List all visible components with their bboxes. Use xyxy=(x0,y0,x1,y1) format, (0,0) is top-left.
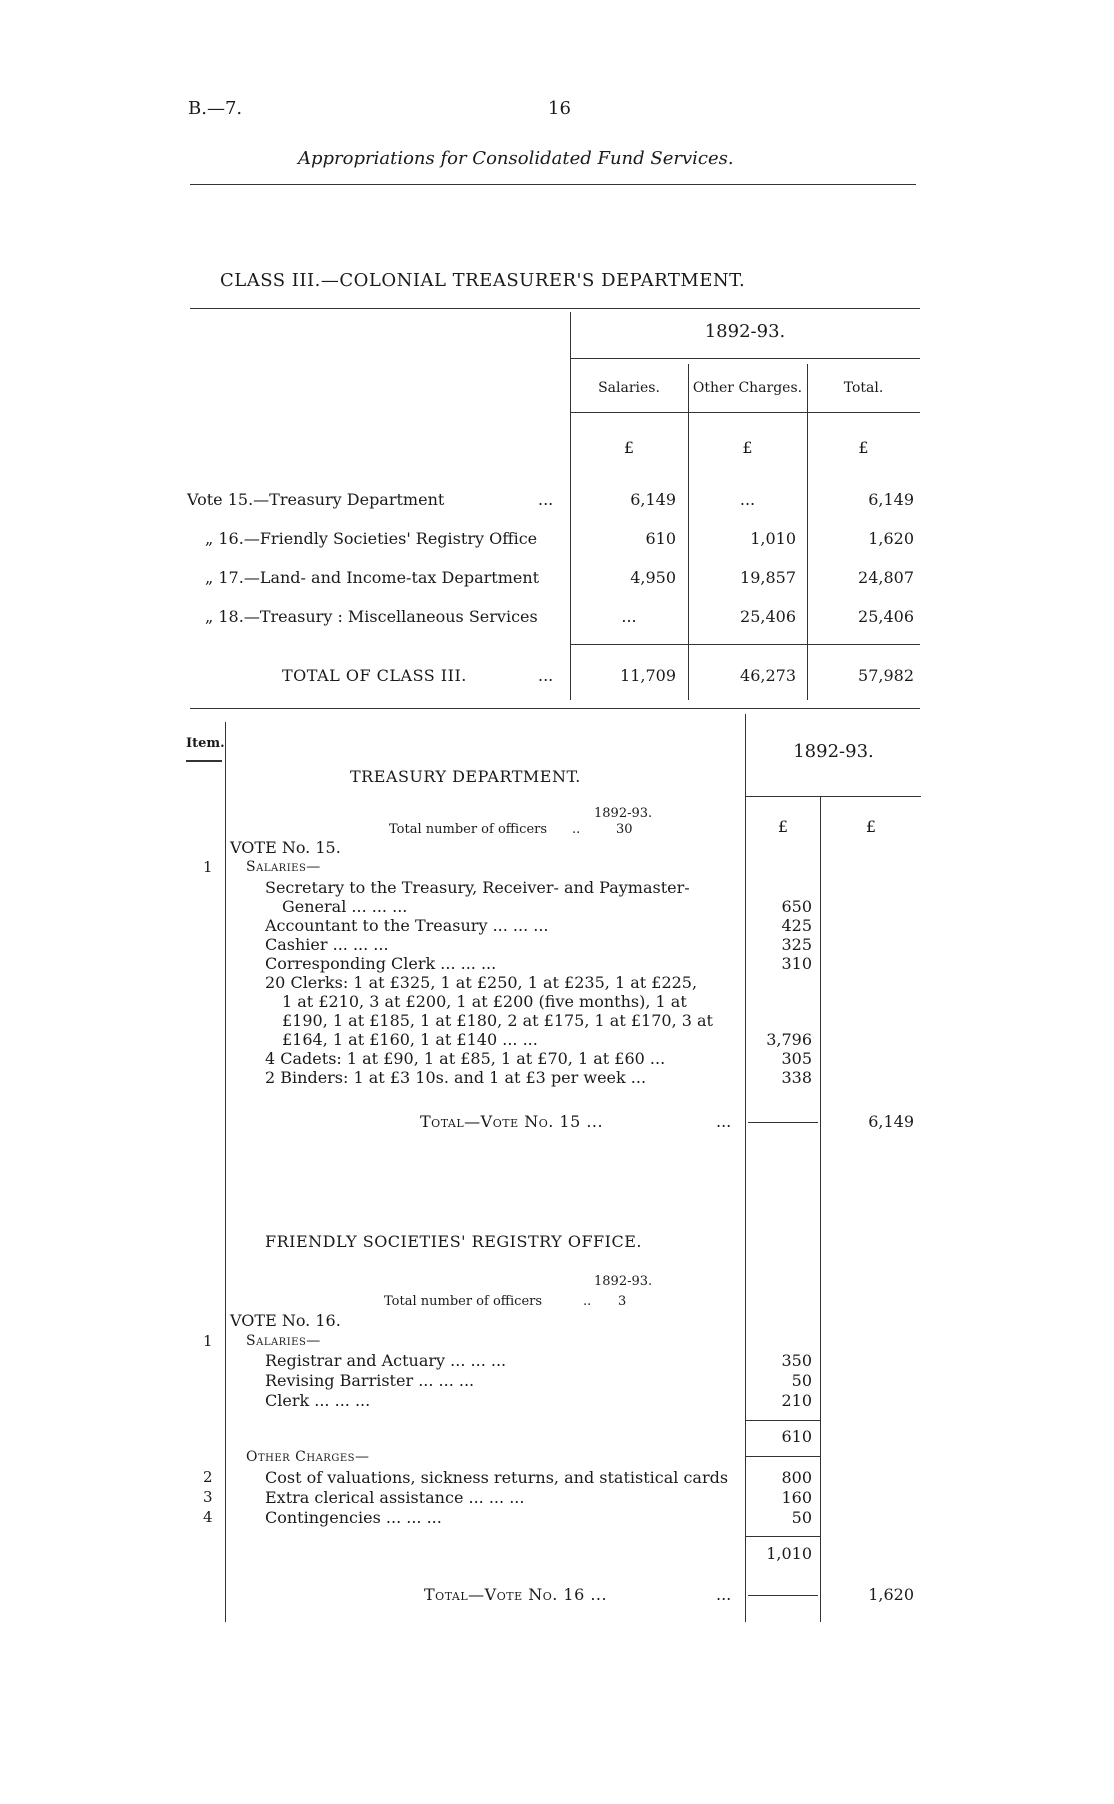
summary-col-rule xyxy=(570,412,920,413)
salary-amount: 210 xyxy=(781,1391,812,1410)
item-number: 4 xyxy=(203,1508,213,1526)
summary-total-label: TOTAL OF CLASS III. xyxy=(282,666,467,685)
officers-leader: .. xyxy=(583,1294,592,1309)
salary-amount: 3,796 xyxy=(766,1030,812,1049)
summary-col-other: Other Charges. xyxy=(692,380,803,396)
document-code: B.—7. xyxy=(188,98,243,119)
other-charge-line: Contingencies ... ... ... xyxy=(265,1508,442,1527)
item-number: 2 xyxy=(203,1468,213,1486)
other-charge-amount: 800 xyxy=(781,1468,812,1487)
salary-amount: 325 xyxy=(781,935,812,954)
other-charge-amount: 160 xyxy=(781,1488,812,1507)
detail-currency-totals: £ xyxy=(865,817,877,836)
summary-row-total: 25,406 xyxy=(858,607,914,626)
salary-line: 1 at £210, 3 at £200, 1 at £200 (five months), 1 at xyxy=(282,992,687,1011)
summary-divider-left xyxy=(570,312,571,700)
salary-line: £164, 1 at £160, 1 at £140 ... ... xyxy=(282,1030,538,1049)
salary-line: Cashier ... ... ... xyxy=(265,935,389,954)
detail-year-rule xyxy=(746,796,921,797)
detail-currency-items: £ xyxy=(777,817,789,836)
summary-total-rule xyxy=(570,644,920,645)
salary-line: 4 Cadets: 1 at £90, 1 at £85, 1 at £70, 1 at £60 ... xyxy=(265,1049,666,1068)
summary-year: 1892-93. xyxy=(704,321,786,342)
officers-leader: .. xyxy=(572,822,581,837)
salaries-subtotal-rule xyxy=(746,1420,820,1421)
salary-amount: 350 xyxy=(781,1351,812,1370)
officers-year: 1892-93. xyxy=(594,806,653,821)
summary-row-salaries: 610 xyxy=(645,529,676,548)
summary-col-salaries: Salaries. xyxy=(598,380,660,396)
section-rule xyxy=(190,708,920,709)
officers-count: 30 xyxy=(616,822,633,837)
item-header-rule xyxy=(186,760,222,762)
section-title: FRIENDLY SOCIETIES' REGISTRY OFFICE. xyxy=(265,1232,642,1251)
salary-line: 20 Clerks: 1 at £325, 1 at £250, 1 at £235, 1 at £225, xyxy=(265,973,698,992)
vote-number: VOTE No. 16. xyxy=(230,1311,341,1330)
summary-total-salaries: 11,709 xyxy=(620,666,676,685)
salary-line: £190, 1 at £185, 1 at £180, 2 at £175, 1 at £170, 3 at xyxy=(282,1011,713,1030)
page-number: 16 xyxy=(548,98,571,119)
officers-label: Total number of officers xyxy=(384,1294,543,1309)
section-title: TREASURY DEPARTMENT. xyxy=(350,767,581,786)
vote-total-rule xyxy=(748,1595,818,1596)
officers-year: 1892-93. xyxy=(594,1274,653,1289)
other-subtotal-rule xyxy=(746,1536,820,1537)
salary-line: 2 Binders: 1 at £3 10s. and 1 at £3 per week ... xyxy=(265,1068,647,1087)
salary-amount: 310 xyxy=(781,954,812,973)
salary-line: Registrar and Actuary ... ... ... xyxy=(265,1351,507,1370)
salary-line: Corresponding Clerk ... ... ... xyxy=(265,954,497,973)
summary-row-label: „ 17.—Land- and Income-tax Department xyxy=(205,568,540,587)
subtotal-column-divider xyxy=(820,796,821,1622)
summary-row-salaries: ... xyxy=(621,607,637,626)
other-subtotal: 1,010 xyxy=(766,1544,812,1563)
summary-row-salaries: 4,950 xyxy=(630,568,676,587)
class-title-rule xyxy=(190,308,920,309)
summary-row-other: ... xyxy=(739,490,756,509)
summary-divider-other xyxy=(807,364,808,700)
item-column-header: Item. xyxy=(186,736,225,751)
vote-total-label: Total—Vote No. 16 ... xyxy=(424,1585,608,1604)
summary-total-total: 57,982 xyxy=(858,666,914,685)
salary-amount: 50 xyxy=(791,1371,812,1390)
salary-amount: 425 xyxy=(781,916,812,935)
summary-row-other: 1,010 xyxy=(750,529,796,548)
salary-amount: 305 xyxy=(781,1049,812,1068)
salary-line: Secretary to the Treasury, Receiver- and Paymaster- xyxy=(265,878,690,897)
header-rule xyxy=(190,184,916,185)
summary-row-total: 6,149 xyxy=(868,490,914,509)
salary-line: Clerk ... ... ... xyxy=(265,1391,371,1410)
vote-total-leader: ... xyxy=(716,1585,732,1604)
salary-line: General ... ... ... xyxy=(282,897,408,916)
salaries-subtotal-rule-bottom xyxy=(746,1456,820,1457)
other-charge-amount: 50 xyxy=(791,1508,812,1527)
other-charge-line: Cost of valuations, sickness returns, and statistical cards xyxy=(265,1468,729,1487)
vote-total-amount: 1,620 xyxy=(868,1585,914,1604)
officers-count: 3 xyxy=(618,1294,627,1309)
vote-total-label: Total—Vote No. 15 ... xyxy=(420,1112,604,1131)
vote-total-amount: 6,149 xyxy=(868,1112,914,1131)
summary-row-salaries: 6,149 xyxy=(630,490,676,509)
summary-currency-salaries: £ xyxy=(623,438,635,457)
summary-currency-total: £ xyxy=(858,438,869,457)
class-title: CLASS III.—COLONIAL TREASURER'S DEPARTMENT. xyxy=(220,270,746,291)
item-number: 1 xyxy=(203,858,213,876)
summary-row-label: „ 16.—Friendly Societies' Registry Office xyxy=(205,529,538,548)
salaries-subtotal: 610 xyxy=(781,1427,812,1446)
summary-total-other: 46,273 xyxy=(740,666,796,685)
summary-currency-other: £ xyxy=(742,438,753,457)
summary-row-label: „ 18.—Treasury : Miscellaneous Services xyxy=(205,607,538,626)
other-charge-line: Extra clerical assistance ... ... ... xyxy=(265,1488,525,1507)
summary-total-leader: ... xyxy=(538,666,554,685)
officers-label: Total number of officers xyxy=(389,822,548,837)
summary-row-leader: ... xyxy=(538,490,554,509)
summary-col-total: Total. xyxy=(843,380,884,396)
salary-line: Revising Barrister ... ... ... xyxy=(265,1371,475,1390)
summary-year-rule xyxy=(570,358,920,359)
item-number: 3 xyxy=(203,1488,213,1506)
salary-line: Accountant to the Treasury ... ... ... xyxy=(265,916,549,935)
salaries-heading: Salaries— xyxy=(246,859,321,875)
summary-row-total: 1,620 xyxy=(868,529,914,548)
salary-amount: 338 xyxy=(781,1068,812,1087)
summary-row-label: Vote 15.—Treasury Department xyxy=(187,490,445,509)
page-title: Appropriations for Consolidated Fund Services. xyxy=(298,148,734,169)
vote-total-rule xyxy=(748,1122,818,1123)
vote-number: VOTE No. 15. xyxy=(230,838,341,857)
detail-year: 1892-93. xyxy=(793,741,874,762)
summary-row-other: 25,406 xyxy=(740,607,796,626)
vote-total-leader: ... xyxy=(716,1112,732,1131)
summary-row-other: 19,857 xyxy=(740,568,796,587)
salary-amount: 650 xyxy=(781,897,812,916)
salaries-heading: Salaries— xyxy=(246,1333,321,1349)
other-charges-heading: Other Charges— xyxy=(246,1449,370,1465)
summary-row-total: 24,807 xyxy=(858,568,914,587)
summary-divider-salaries xyxy=(688,364,689,700)
item-number: 1 xyxy=(203,1332,213,1350)
item-column-divider xyxy=(225,722,226,1622)
